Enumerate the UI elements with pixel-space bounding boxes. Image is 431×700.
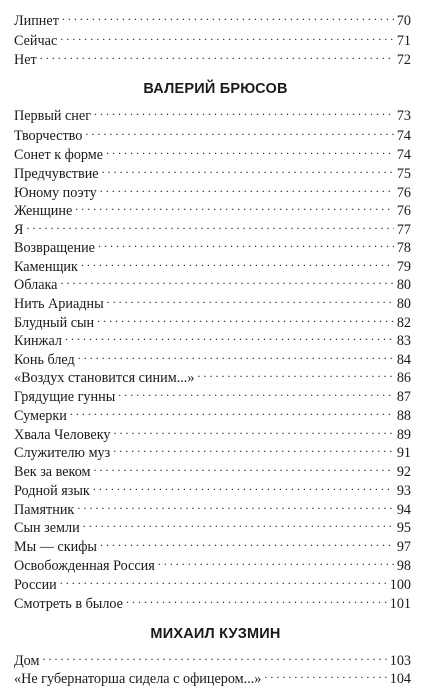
entry-title: Женщине (14, 203, 73, 219)
toc-entry (14, 253, 411, 275)
dot-leader (97, 309, 394, 327)
entry-title: Кинжал (14, 333, 62, 349)
entry-page-number: 86 (396, 370, 411, 386)
dot-leader (81, 253, 394, 271)
entry-title: Возвращение (14, 240, 95, 256)
entry-title: Творчество (14, 128, 83, 144)
entry-page-number: 91 (396, 445, 411, 461)
toc-entry (14, 496, 411, 518)
dot-leader (78, 346, 394, 364)
entry-title: Служителю муз (14, 445, 111, 461)
toc-entry (14, 327, 411, 349)
entry-title: Сумерки (14, 408, 67, 424)
entry-page-number: 104 (389, 671, 411, 687)
toc-entry (14, 216, 411, 238)
entry-page-number: 76 (396, 185, 411, 201)
entry-page-number: 79 (396, 259, 411, 275)
toc-entry (14, 309, 411, 331)
dot-leader (264, 665, 386, 683)
toc-entry (14, 402, 411, 424)
entry-page-number: 98 (396, 558, 411, 574)
entry-page-number: 76 (396, 203, 411, 219)
entry-page-number: 89 (396, 427, 411, 443)
entry-page-number: 84 (396, 352, 411, 368)
entry-page-number: 70 (396, 13, 411, 29)
entry-title: Нить Ариадны (14, 296, 104, 312)
entry-page-number: 75 (396, 166, 411, 182)
entry-page-number: 82 (396, 315, 411, 331)
entry-title: Нет (14, 52, 37, 68)
entry-page-number: 77 (396, 222, 411, 238)
dot-leader (62, 7, 394, 25)
entry-page-number: 97 (396, 539, 411, 555)
entry-title: Хвала Человеку (14, 427, 111, 443)
toc-entry (14, 179, 411, 201)
dot-leader (158, 552, 394, 570)
entry-title: «Не губернаторша сидела с офицером...» (14, 671, 262, 687)
toc-entry (14, 383, 411, 405)
dot-leader (60, 571, 387, 589)
entry-title: Юному поэту (14, 185, 97, 201)
entry-title: Я (14, 222, 24, 238)
toc-entry (14, 27, 411, 49)
dot-leader (85, 122, 393, 140)
dot-leader (94, 458, 394, 476)
entry-title: Смотреть в былое (14, 596, 123, 612)
entry-title: Век за веком (14, 464, 91, 480)
dot-leader (93, 477, 394, 495)
entry-page-number: 72 (396, 52, 411, 68)
entry-title: Блудный сын (14, 315, 95, 331)
entry-page-number: 73 (396, 108, 411, 124)
author-heading: ВАЛЕРИЙ БРЮСОВ (143, 81, 288, 97)
entry-page-number: 101 (389, 596, 411, 612)
dot-leader (100, 179, 394, 197)
author-heading: МИХАИЛ КУЗМИН (150, 626, 281, 642)
entry-title: России (14, 577, 57, 593)
dot-leader (197, 364, 393, 382)
entry-page-number: 78 (396, 240, 411, 256)
entry-page-number: 71 (396, 33, 411, 49)
dot-leader (42, 647, 386, 665)
entry-page-number: 92 (396, 464, 411, 480)
toc-entry (14, 290, 411, 312)
dot-leader (100, 533, 394, 551)
dot-leader (26, 216, 393, 234)
entry-title: Каменщик (14, 259, 78, 275)
entry-page-number: 74 (396, 128, 411, 144)
dot-leader (60, 27, 394, 45)
entry-title: Родной язык (14, 483, 90, 499)
toc-entry (14, 197, 411, 219)
entry-title: Сын земли (14, 520, 80, 536)
toc-entry (14, 458, 411, 480)
entry-title: Дом (14, 653, 40, 669)
entry-title: Первый снег (14, 108, 92, 124)
dot-leader (126, 590, 387, 608)
toc-entry (14, 234, 411, 256)
entry-title: «Воздух становится синим...» (14, 370, 195, 386)
entry-page-number: 74 (396, 147, 411, 163)
entry-page-number: 87 (396, 389, 411, 405)
entry-page-number: 95 (396, 520, 411, 536)
dot-leader (98, 234, 394, 252)
dot-leader (94, 102, 394, 120)
entry-title: Грядущие гунны (14, 389, 116, 405)
dot-leader (102, 160, 394, 178)
toc-entry (14, 7, 411, 29)
entry-title: Сонет к форме (14, 147, 104, 163)
toc-entry (14, 271, 411, 293)
toc-entry (14, 46, 411, 68)
entry-page-number: 103 (389, 653, 411, 669)
dot-leader (114, 421, 394, 439)
entry-page-number: 88 (396, 408, 411, 424)
entry-title: Липнет (14, 13, 59, 29)
entry-title: Конь блед (14, 352, 75, 368)
dot-leader (107, 290, 394, 308)
dot-leader (113, 439, 394, 457)
entry-page-number: 100 (389, 577, 411, 593)
entry-title: Памятник (14, 502, 75, 518)
dot-leader (118, 383, 394, 401)
toc-entry (14, 421, 411, 443)
toc-entry (14, 122, 411, 144)
entry-title: Сейчас (14, 33, 58, 49)
entry-title: Предчувствие (14, 166, 99, 182)
entry-page-number: 94 (396, 502, 411, 518)
toc-entry (14, 514, 411, 536)
entry-title: Облака (14, 277, 58, 293)
dot-leader (60, 271, 393, 289)
toc-entry (14, 346, 411, 368)
entry-page-number: 80 (396, 277, 411, 293)
entry-page-number: 80 (396, 296, 411, 312)
dot-leader (83, 514, 394, 532)
entry-page-number: 93 (396, 483, 411, 499)
toc-entry (14, 552, 411, 574)
toc-entry (14, 477, 411, 499)
toc-entry (14, 364, 411, 386)
dot-leader (70, 402, 394, 420)
entry-page-number: 83 (396, 333, 411, 349)
toc-entry (14, 160, 411, 182)
toc-entry (14, 533, 411, 555)
toc-entry (14, 665, 411, 687)
dot-leader (40, 46, 394, 64)
entry-title: Мы — скифы (14, 539, 97, 555)
toc-entry (14, 647, 411, 669)
toc-entry (14, 439, 411, 461)
dot-leader (75, 197, 394, 215)
dot-leader (65, 327, 394, 345)
toc-entry (14, 571, 411, 593)
dot-leader (106, 141, 394, 159)
toc-entry (14, 590, 411, 612)
toc-entry (14, 102, 411, 124)
entry-title: Освобожденная Россия (14, 558, 155, 574)
dot-leader (77, 496, 393, 514)
toc-entry (14, 141, 411, 163)
